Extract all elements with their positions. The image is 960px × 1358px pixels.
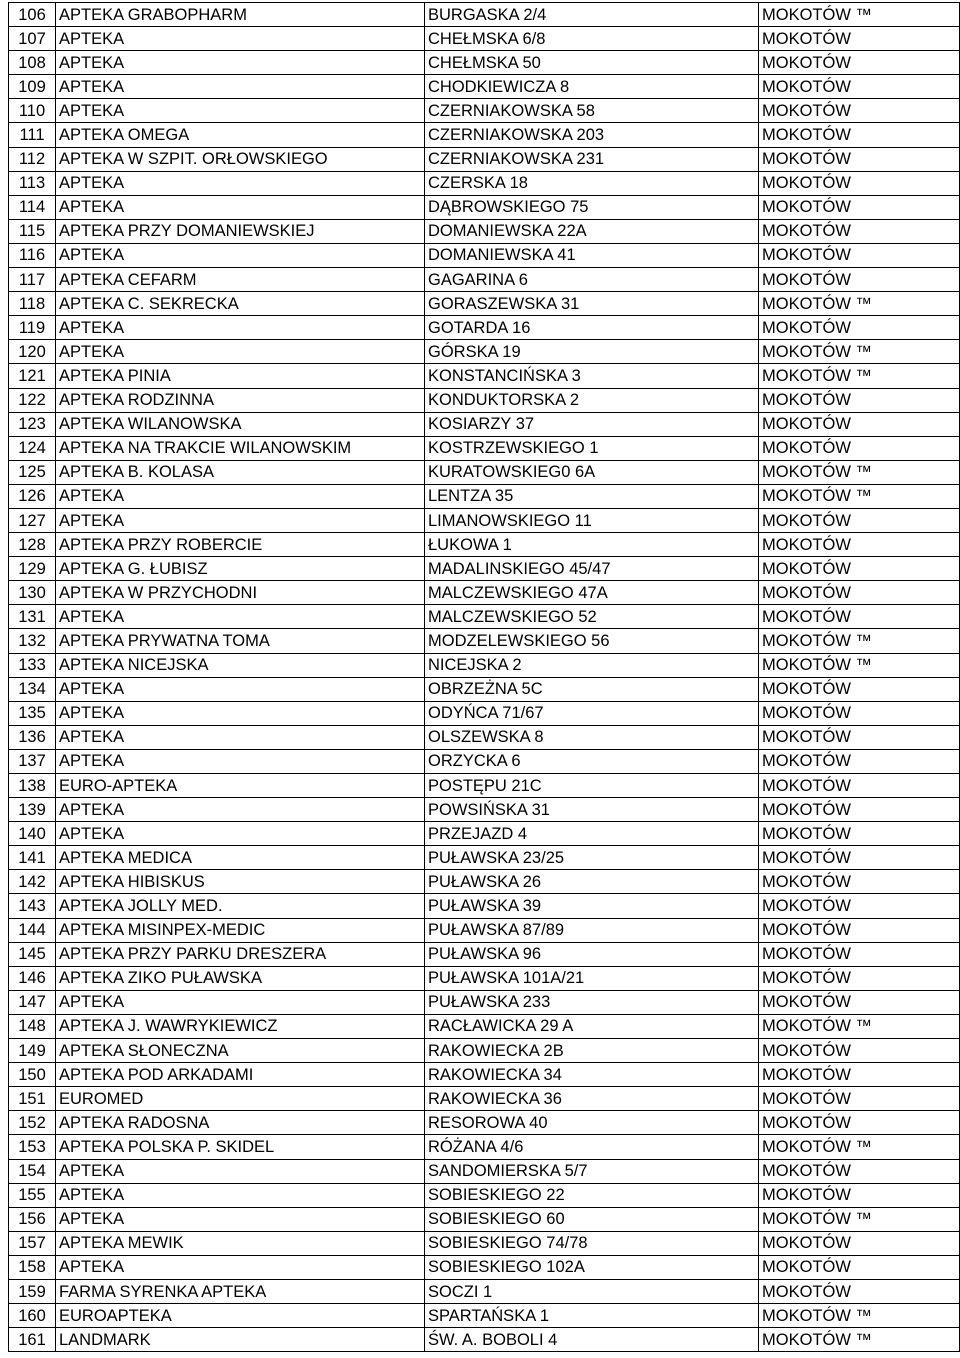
pharmacy-district: MOKOTÓW ™ [759,484,960,508]
table-row [9,195,960,219]
pharmacy-name: APTEKA [56,99,425,123]
pharmacy-name: APTEKA PRZY PARKU DRESZERA [56,942,425,966]
pharmacy-address: LIMANOWSKIEGO 11 [425,508,759,532]
table-row [9,388,960,412]
pharmacy-address: KURATOWSKIEG0 6A [425,460,759,484]
row-number: 141 [9,846,56,870]
row-number: 151 [9,1087,56,1111]
pharmacy-district: MOKOTÓW [759,1039,960,1063]
row-number: 129 [9,557,56,581]
table-row [9,460,960,484]
pharmacy-district: MOKOTÓW [759,243,960,267]
pharmacy-address: RACŁAWICKA 29 A [425,1014,759,1038]
row-number: 109 [9,75,56,99]
table-row [9,749,960,773]
pharmacy-address: ŁUKOWA 1 [425,533,759,557]
row-number: 110 [9,99,56,123]
row-number: 116 [9,243,56,267]
pharmacy-name: APTEKA MISINPEX-MEDIC [56,918,425,942]
pharmacy-address: RAKOWIECKA 2B [425,1039,759,1063]
pharmacy-name: APTEKA [56,798,425,822]
row-number: 149 [9,1039,56,1063]
pharmacy-name: APTEKA [56,1207,425,1231]
table-row [9,774,960,798]
pharmacy-name: APTEKA [56,1255,425,1279]
pharmacy-district: MOKOTÓW [759,1231,960,1255]
pharmacy-address: SOBIESKIEGO 22 [425,1183,759,1207]
pharmacy-address: KONSTANCIŃSKA 3 [425,364,759,388]
table-row [9,725,960,749]
pharmacy-district: MOKOTÓW [759,966,960,990]
pharmacy-name: APTEKA W SZPIT. ORŁOWSKIEGO [56,147,425,171]
pharmacy-district: MOKOTÓW [759,316,960,340]
row-number: 120 [9,340,56,364]
pharmacy-address: SOCZI 1 [425,1279,759,1303]
pharmacy-address: CZERSKA 18 [425,171,759,195]
row-number: 161 [9,1328,56,1352]
table-row [9,894,960,918]
table-row [9,484,960,508]
pharmacy-district: MOKOTÓW ™ [759,340,960,364]
pharmacy-district: MOKOTÓW ™ [759,1014,960,1038]
pharmacy-name: APTEKA PINIA [56,364,425,388]
pharmacy-district: MOKOTÓW [759,990,960,1014]
pharmacy-address: GAGARINA 6 [425,268,759,292]
pharmacy-district: MOKOTÓW [759,774,960,798]
pharmacy-district: MOKOTÓW [759,1279,960,1303]
pharmacy-name: APTEKA PRZY ROBERCIE [56,533,425,557]
pharmacy-name: APTEKA [56,725,425,749]
table-row [9,1279,960,1303]
pharmacy-name: APTEKA ZIKO PUŁAWSKA [56,966,425,990]
pharmacy-address: PUŁAWSKA 101A/21 [425,966,759,990]
pharmacy-district: MOKOTÓW [759,557,960,581]
table-row [9,629,960,653]
pharmacy-address: RAKOWIECKA 34 [425,1063,759,1087]
pharmacy-name: APTEKA CEFARM [56,268,425,292]
pharmacy-district: MOKOTÓW [759,1159,960,1183]
table-row [9,1087,960,1111]
pharmacy-address: OBRZEŻNA 5C [425,677,759,701]
row-number: 125 [9,460,56,484]
table-row [9,1231,960,1255]
row-number: 147 [9,990,56,1014]
pharmacy-district: MOKOTÓW [759,846,960,870]
pharmacy-address: MALCZEWSKIEGO 47A [425,581,759,605]
pharmacy-table-body [9,3,960,1352]
table-row [9,99,960,123]
pharmacy-address: PRZEJAZD 4 [425,822,759,846]
pharmacy-district: MOKOTÓW [759,171,960,195]
pharmacy-name: APTEKA [56,27,425,51]
pharmacy-district: MOKOTÓW [759,147,960,171]
table-row [9,533,960,557]
row-number: 112 [9,147,56,171]
pharmacy-name: APTEKA MEWIK [56,1231,425,1255]
row-number: 154 [9,1159,56,1183]
row-number: 106 [9,3,56,27]
pharmacy-name: EUROMED [56,1087,425,1111]
pharmacy-name: EURO-APTEKA [56,774,425,798]
table-row [9,171,960,195]
row-number: 157 [9,1231,56,1255]
table-row [9,942,960,966]
pharmacy-name: APTEKA [56,1183,425,1207]
table-row [9,292,960,316]
pharmacy-address: CZERNIAKOWSKA 203 [425,123,759,147]
pharmacy-district: MOKOTÓW [759,798,960,822]
row-number: 138 [9,774,56,798]
pharmacy-district: MOKOTÓW [759,123,960,147]
pharmacy-address: SOBIESKIEGO 74/78 [425,1231,759,1255]
pharmacy-address: RAKOWIECKA 36 [425,1087,759,1111]
pharmacy-district: MOKOTÓW [759,533,960,557]
pharmacy-district: MOKOTÓW [759,701,960,725]
table-row [9,1135,960,1159]
pharmacy-address: CHEŁMSKA 6/8 [425,27,759,51]
pharmacy-name: APTEKA [56,701,425,725]
pharmacy-district: MOKOTÓW [759,99,960,123]
pharmacy-district: MOKOTÓW [759,27,960,51]
pharmacy-district: MOKOTÓW [759,918,960,942]
row-number: 122 [9,388,56,412]
pharmacy-district: MOKOTÓW ™ [759,292,960,316]
row-number: 142 [9,870,56,894]
pharmacy-district: MOKOTÓW [759,412,960,436]
pharmacy-address: GORASZEWSKA 31 [425,292,759,316]
row-number: 126 [9,484,56,508]
row-number: 158 [9,1255,56,1279]
row-number: 155 [9,1183,56,1207]
pharmacy-name: APTEKA NA TRAKCIE WILANOWSKIM [56,436,425,460]
table-row [9,677,960,701]
pharmacy-address: KONDUKTORSKA 2 [425,388,759,412]
pharmacy-name: APTEKA [56,677,425,701]
row-number: 111 [9,123,56,147]
row-number: 113 [9,171,56,195]
table-row [9,966,960,990]
pharmacy-district: MOKOTÓW ™ [759,1304,960,1328]
row-number: 136 [9,725,56,749]
row-number: 146 [9,966,56,990]
table-row [9,701,960,725]
table-row [9,1328,960,1352]
row-number: 148 [9,1014,56,1038]
pharmacy-name: APTEKA G. ŁUBISZ [56,557,425,581]
pharmacy-address: KOSIARZY 37 [425,412,759,436]
pharmacy-name: APTEKA PRZY DOMANIEWSKIEJ [56,219,425,243]
pharmacy-table [8,2,960,1352]
table-row [9,1255,960,1279]
pharmacy-district: MOKOTÓW ™ [759,1135,960,1159]
pharmacy-district: MOKOTÓW [759,581,960,605]
row-number: 145 [9,942,56,966]
row-number: 123 [9,412,56,436]
pharmacy-address: MODZELEWSKIEGO 56 [425,629,759,653]
row-number: 128 [9,533,56,557]
pharmacy-name: APTEKA WILANOWSKA [56,412,425,436]
row-number: 152 [9,1111,56,1135]
pharmacy-district: MOKOTÓW [759,605,960,629]
table-row [9,123,960,147]
pharmacy-name: APTEKA [56,508,425,532]
pharmacy-name: APTEKA RODZINNA [56,388,425,412]
pharmacy-district: MOKOTÓW [759,195,960,219]
pharmacy-district: MOKOTÓW ™ [759,653,960,677]
pharmacy-name: APTEKA [56,1159,425,1183]
pharmacy-address: ODYŃCA 71/67 [425,701,759,725]
table-row [9,1207,960,1231]
row-number: 124 [9,436,56,460]
pharmacy-address: DĄBROWSKIEGO 75 [425,195,759,219]
table-row [9,3,960,27]
pharmacy-address: POSTĘPU 21C [425,774,759,798]
pharmacy-address: PUŁAWSKA 26 [425,870,759,894]
pharmacy-address: CZERNIAKOWSKA 58 [425,99,759,123]
pharmacy-address: NICEJSKA 2 [425,653,759,677]
pharmacy-district: MOKOTÓW [759,870,960,894]
row-number: 156 [9,1207,56,1231]
row-number: 150 [9,1063,56,1087]
pharmacy-name: APTEKA PRYWATNA TOMA [56,629,425,653]
pharmacy-name: FARMA SYRENKA APTEKA [56,1279,425,1303]
pharmacy-name: LANDMARK [56,1328,425,1352]
table-row [9,798,960,822]
pharmacy-address: SANDOMIERSKA 5/7 [425,1159,759,1183]
pharmacy-district: MOKOTÓW ™ [759,460,960,484]
pharmacy-name: APTEKA JOLLY MED. [56,894,425,918]
row-number: 117 [9,268,56,292]
table-row [9,605,960,629]
pharmacy-address: RÓŻANA 4/6 [425,1135,759,1159]
table-row [9,846,960,870]
pharmacy-name: APTEKA GRABOPHARM [56,3,425,27]
table-row [9,75,960,99]
pharmacy-address: PUŁAWSKA 23/25 [425,846,759,870]
pharmacy-address: RESOROWA 40 [425,1111,759,1135]
pharmacy-address: PUŁAWSKA 39 [425,894,759,918]
pharmacy-district: MOKOTÓW [759,1063,960,1087]
table-row [9,1159,960,1183]
table-row [9,1111,960,1135]
table-row [9,340,960,364]
row-number: 144 [9,918,56,942]
row-number: 121 [9,364,56,388]
pharmacy-district: MOKOTÓW [759,75,960,99]
pharmacy-district: MOKOTÓW [759,219,960,243]
pharmacy-name: APTEKA [56,990,425,1014]
table-row [9,219,960,243]
table-row [9,990,960,1014]
pharmacy-address: DOMANIEWSKA 22A [425,219,759,243]
pharmacy-name: APTEKA C. SEKRECKA [56,292,425,316]
table-row [9,1014,960,1038]
pharmacy-district: MOKOTÓW [759,677,960,701]
document-page [8,2,960,1352]
pharmacy-district: MOKOTÓW ™ [759,1328,960,1352]
pharmacy-address: PUŁAWSKA 87/89 [425,918,759,942]
table-row [9,1039,960,1063]
pharmacy-address: CHEŁMSKA 50 [425,51,759,75]
pharmacy-name: APTEKA [56,340,425,364]
pharmacy-address: PUŁAWSKA 96 [425,942,759,966]
pharmacy-district: MOKOTÓW [759,942,960,966]
row-number: 107 [9,27,56,51]
pharmacy-district: MOKOTÓW [759,508,960,532]
pharmacy-address: SOBIESKIEGO 60 [425,1207,759,1231]
row-number: 135 [9,701,56,725]
pharmacy-district: MOKOTÓW [759,725,960,749]
pharmacy-address: OLSZEWSKA 8 [425,725,759,749]
pharmacy-name: APTEKA HIBISKUS [56,870,425,894]
row-number: 132 [9,629,56,653]
pharmacy-name: APTEKA [56,195,425,219]
pharmacy-address: POWSIŃSKA 31 [425,798,759,822]
pharmacy-district: MOKOTÓW [759,1111,960,1135]
table-row [9,51,960,75]
table-row [9,508,960,532]
row-number: 140 [9,822,56,846]
table-row [9,412,960,436]
pharmacy-name: APTEKA B. KOLASA [56,460,425,484]
pharmacy-address: KOSTRZEWSKIEGO 1 [425,436,759,460]
pharmacy-name: APTEKA MEDICA [56,846,425,870]
pharmacy-address: DOMANIEWSKA 41 [425,243,759,267]
row-number: 159 [9,1279,56,1303]
pharmacy-address: MADALINSKIEGO 45/47 [425,557,759,581]
pharmacy-name: APTEKA RADOSNA [56,1111,425,1135]
table-row [9,436,960,460]
table-row [9,918,960,942]
table-row [9,822,960,846]
pharmacy-name: APTEKA [56,171,425,195]
pharmacy-district: MOKOTÓW [759,388,960,412]
table-row [9,870,960,894]
pharmacy-district: MOKOTÓW ™ [759,3,960,27]
row-number: 130 [9,581,56,605]
row-number: 108 [9,51,56,75]
pharmacy-name: APTEKA [56,749,425,773]
pharmacy-district: MOKOTÓW [759,51,960,75]
pharmacy-address: SOBIESKIEGO 102A [425,1255,759,1279]
pharmacy-name: APTEKA [56,822,425,846]
row-number: 137 [9,749,56,773]
pharmacy-district: MOKOTÓW [759,1183,960,1207]
pharmacy-address: MALCZEWSKIEGO 52 [425,605,759,629]
pharmacy-district: MOKOTÓW ™ [759,364,960,388]
row-number: 134 [9,677,56,701]
pharmacy-name: APTEKA [56,75,425,99]
pharmacy-district: MOKOTÓW [759,436,960,460]
table-row [9,653,960,677]
pharmacy-district: MOKOTÓW [759,822,960,846]
pharmacy-name: APTEKA [56,51,425,75]
row-number: 139 [9,798,56,822]
pharmacy-name: APTEKA [56,605,425,629]
pharmacy-name: APTEKA OMEGA [56,123,425,147]
table-row [9,316,960,340]
table-row [9,1183,960,1207]
row-number: 153 [9,1135,56,1159]
pharmacy-name: APTEKA W PRZYCHODNI [56,581,425,605]
pharmacy-name: APTEKA SŁONECZNA [56,1039,425,1063]
row-number: 143 [9,894,56,918]
pharmacy-name: APTEKA [56,316,425,340]
table-row [9,243,960,267]
pharmacy-address: CZERNIAKOWSKA 231 [425,147,759,171]
pharmacy-address: GOTARDA 16 [425,316,759,340]
table-row [9,364,960,388]
table-row [9,1063,960,1087]
table-row [9,27,960,51]
row-number: 118 [9,292,56,316]
pharmacy-name: APTEKA [56,243,425,267]
row-number: 127 [9,508,56,532]
pharmacy-address: ŚW. A. BOBOLI 4 [425,1328,759,1352]
pharmacy-address: PUŁAWSKA 233 [425,990,759,1014]
pharmacy-district: MOKOTÓW [759,1087,960,1111]
table-row [9,268,960,292]
pharmacy-name: APTEKA POD ARKADAMI [56,1063,425,1087]
pharmacy-address: LENTZA 35 [425,484,759,508]
pharmacy-district: MOKOTÓW [759,894,960,918]
row-number: 133 [9,653,56,677]
pharmacy-district: MOKOTÓW ™ [759,629,960,653]
pharmacy-address: GÓRSKA 19 [425,340,759,364]
pharmacy-address: ORZYCKA 6 [425,749,759,773]
pharmacy-name: EUROAPTEKA [56,1304,425,1328]
pharmacy-district: MOKOTÓW ™ [759,1207,960,1231]
row-number: 131 [9,605,56,629]
pharmacy-address: SPARTAŃSKA 1 [425,1304,759,1328]
pharmacy-name: APTEKA [56,484,425,508]
row-number: 114 [9,195,56,219]
pharmacy-name: APTEKA NICEJSKA [56,653,425,677]
pharmacy-district: MOKOTÓW [759,268,960,292]
table-row [9,1304,960,1328]
pharmacy-address: CHODKIEWICZA 8 [425,75,759,99]
pharmacy-district: MOKOTÓW [759,749,960,773]
pharmacy-name: APTEKA POLSKA P. SKIDEL [56,1135,425,1159]
row-number: 115 [9,219,56,243]
pharmacy-name: APTEKA J. WAWRYKIEWICZ [56,1014,425,1038]
table-row [9,581,960,605]
table-row [9,147,960,171]
row-number: 119 [9,316,56,340]
table-row [9,557,960,581]
pharmacy-address: BURGASKA 2/4 [425,3,759,27]
row-number: 160 [9,1304,56,1328]
pharmacy-district: MOKOTÓW [759,1255,960,1279]
